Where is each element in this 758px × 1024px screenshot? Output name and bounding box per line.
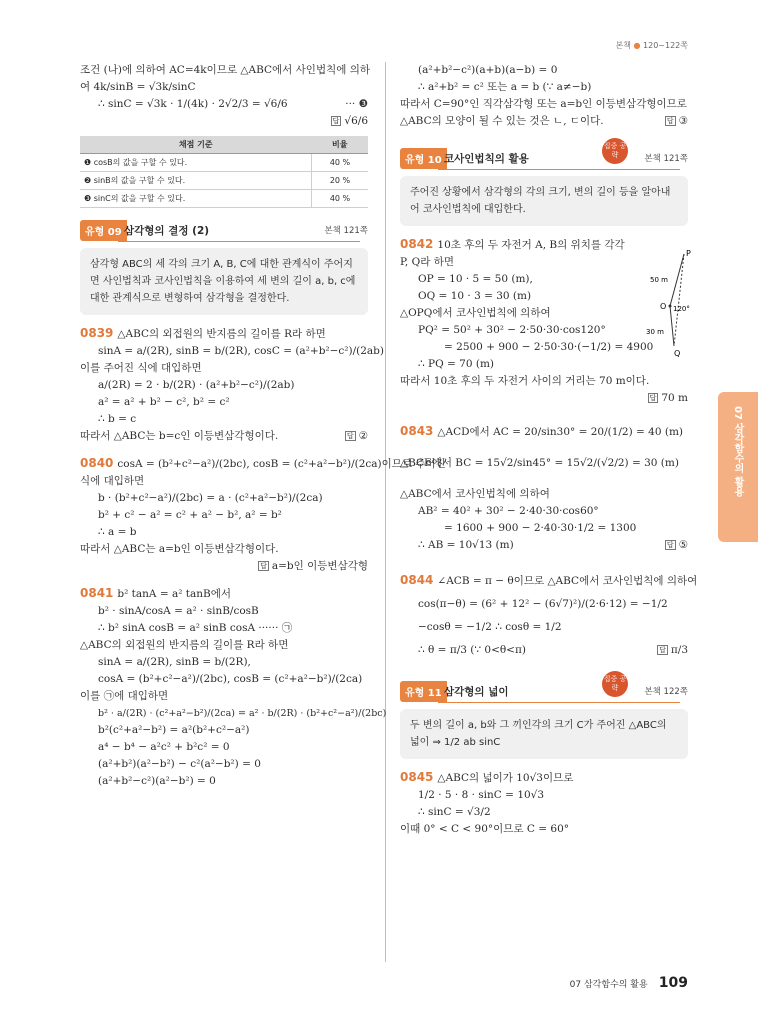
intro-answer	[80, 113, 368, 130]
solution-line: ∴ a²+b² = c² 또는 a = b (∵ a≠−b)	[418, 81, 592, 93]
answer	[665, 113, 688, 130]
page-footer	[570, 972, 688, 991]
table-row	[80, 172, 368, 190]
solution-line: = 2500 + 900 − 2·50·30·(−1/2) = 4900	[444, 341, 654, 353]
solution-line: ∴ θ = π/3 (∵ 0<θ<π)	[418, 644, 526, 656]
solution-line: 따라서 10초 후의 두 자전거 사이의 거리는 70 m이다.	[400, 375, 650, 387]
answer	[345, 428, 368, 445]
solution-line: △BCE에서 BC = 15√2/sin45° = 15√2/(√2/2) = 30 (m)	[400, 457, 679, 469]
intro-line-2: 여 4k/sinB = √3k/sinC	[80, 81, 196, 93]
page-range: 120~122쪽	[643, 41, 688, 50]
answer-value: ⑤	[678, 539, 688, 551]
focus-badge: 집중 공략	[602, 671, 628, 697]
label-q: Q	[674, 349, 681, 358]
table-header-criteria: 채점 기준	[80, 136, 312, 154]
concept-box: 삼각형 ABC의 세 각의 크기 A, B, C에 대한 관계식이 주어지면 사인법칙과 코사인법칙을 이용하여 세 변의 길이 a, b, c에 대한 관계식으로 변형하여 삼각형을 결정한다.	[80, 248, 368, 315]
chapter-tab-label: 07 삼각함수의 활용	[732, 406, 743, 497]
bullet-icon: ●	[633, 41, 641, 50]
answer-icon: 답	[666, 117, 674, 125]
answer-value: ③	[678, 115, 688, 127]
solution-line: △OPQ에서 코사인법칙에 의하여	[400, 307, 551, 319]
solution-line: △ABC에서 코사인법칙에 의하여	[400, 488, 550, 500]
solution-line: 이를 주어진 식에 대입하면	[80, 362, 202, 374]
problem-number: 0845	[400, 770, 434, 784]
answer-icon: 답	[649, 394, 657, 402]
page-number: 109	[658, 975, 688, 991]
page-header	[615, 40, 688, 51]
label-o: O	[660, 302, 667, 311]
section-tag: 유형 11	[400, 681, 447, 702]
solution-line: △ABC의 외접원의 반지름의 길이를 R라 하면	[117, 328, 326, 340]
section-ref: 본책 122쪽	[644, 687, 688, 697]
section-header-10	[400, 142, 688, 170]
solution-line: ∴ sinC = √3/2	[418, 806, 491, 818]
solution-line: ∴ a = b	[98, 526, 137, 538]
table-cell: 40 %	[312, 190, 369, 208]
solution-line: b² tanA = a² tanB에서	[117, 588, 232, 600]
solution-line: ∴ AB = 10√13 (m)	[418, 539, 514, 551]
solution-line: ∴ b = c	[98, 413, 137, 425]
solution-line: b² · a/(2R) · (c²+a²−b²)/(2ca) = a² · b/(2R) · (b²+c²−a²)/(2bc)	[98, 708, 387, 719]
solution-line: ∴ PQ = 70 (m)	[418, 358, 495, 370]
segment-pq	[674, 254, 684, 346]
intro-answer-value: √6/6	[344, 115, 368, 127]
solution-line: cos(π−θ) = (6² + 12² − (6√7)²)/(2·6·12) = −1/2	[418, 598, 668, 610]
solution-line: cosA = (b²+c²−a²)/(2bc), cosB = (c²+a²−b²)/(2ca)	[98, 673, 363, 685]
section-title: 코사인법칙의 활용	[438, 148, 680, 170]
solution-line: cosA = (b²+c²−a²)/(2bc), cosB = (c²+a²−b²)/(2ca)이므로 주어진	[117, 458, 446, 470]
problem-number: 0844	[400, 573, 434, 587]
answer	[657, 642, 688, 659]
intro-line-3	[80, 96, 368, 113]
label-p: P	[686, 249, 691, 258]
label-oq: 30 m	[646, 328, 664, 336]
solution-line: ∠ACB = π − θ이므로 △ABC에서 코사인법칙에 의하여	[437, 575, 698, 587]
answer-icon: 답	[346, 432, 354, 440]
intro-equation: ∴ sinC = √3k · 1/(4k) · 2√2/3 = √6/6	[98, 98, 288, 110]
solution-line: = 1600 + 900 − 2·40·30·1/2 = 1300	[444, 522, 637, 534]
section-tag: 유형 09	[80, 220, 127, 241]
answer-icon: 답	[666, 541, 674, 549]
table-cell: 20 %	[312, 172, 369, 190]
section-ref: 본책 121쪽	[324, 226, 368, 236]
solution-line: (a²+b²)(a²−b²) − c²(a²−b²) = 0	[98, 758, 261, 770]
solution-line: △ABC의 넓이가 10√3이므로	[437, 772, 574, 784]
problem-0843	[400, 423, 688, 554]
solution-line: △ABC의 모양이 될 수 있는 것은 ㄴ, ㄷ이다.	[400, 115, 604, 127]
answer-value: 70 m	[661, 392, 688, 404]
solution-line: b · (b²+c²−a²)/(2bc) = a · (c²+a²−b²)/(2ca)	[98, 492, 323, 504]
solution-line: ∴ b² sinA cosB = a² sinB cosA ······ ㉠	[98, 622, 293, 634]
solution-line: −cosθ = −1/2 ∴ cosθ = 1/2	[418, 621, 562, 633]
problem-number: 0843	[400, 424, 434, 438]
table-cell: 40 %	[312, 154, 369, 172]
label-angle: 120°	[673, 305, 690, 313]
answer-value: ②	[358, 430, 368, 442]
solution-line: a² = a² + b² − c², b² = c²	[98, 396, 230, 408]
answer	[80, 558, 368, 575]
concept-box: 주어진 상황에서 삼각형의 각의 크기, 변의 길이 등을 알아내어 코사인법칙에 대입한다.	[400, 176, 688, 226]
solution-line: OP = 10 · 5 = 50 (m),	[418, 273, 533, 285]
concept-box: 두 변의 길이 a, b와 그 끼인각의 크기 C가 주어진 △ABC의 넓이 ⇒ 1/2 ab sinC	[400, 709, 688, 759]
solution-line: b² + c² − a² = c² + a² − b², a² = b²	[98, 509, 282, 521]
table-row	[80, 190, 368, 208]
problem-number: 0839	[80, 326, 114, 340]
solution-line: 식에 대입하면	[80, 475, 145, 487]
segment-op	[670, 254, 684, 306]
solution-line: sinA = a/(2R), sinB = b/(2R),	[98, 656, 251, 668]
scoring-table	[80, 136, 368, 208]
solution-line: 이때 0° < C < 90°이므로 C = 60°	[400, 823, 570, 835]
table-cell: ❷ sinB의 값을 구할 수 있다.	[80, 172, 312, 190]
problem-number: 0840	[80, 456, 114, 470]
section-header-11	[400, 675, 688, 703]
point-o	[669, 305, 672, 308]
problem-0841	[80, 585, 387, 790]
solution-line: 따라서 C=90°인 직각삼각형 또는 a=b인 이등변삼각형이므로	[400, 98, 687, 110]
focus-badge: 집중 공략	[602, 138, 628, 164]
answer-value: a=b인 이등변삼각형	[271, 560, 368, 572]
section-ref: 본책 121쪽	[644, 154, 688, 164]
solution-line: 이를 ㉠에 대입하면	[80, 690, 169, 702]
solution-line: AB² = 40² + 30² − 2·40·30·cos60°	[418, 505, 599, 517]
table-header-ratio: 비율	[312, 136, 369, 154]
answer-icon: 답	[260, 562, 267, 570]
solution-line: a⁴ − b⁴ − a²c² + b²c² = 0	[98, 741, 230, 753]
section-title: 삼각형의 넓이	[438, 681, 680, 703]
column-divider	[385, 62, 386, 962]
solution-line: 1/2 · 5 · 8 · sinC = 10√3	[418, 789, 545, 801]
table-row	[80, 154, 368, 172]
solution-line: △ACD에서 AC = 20/sin30° = 20/(1/2) = 40 (m)	[437, 426, 684, 438]
solution-line: 따라서 △ABC는 b=c인 이등변삼각형이다.	[80, 430, 279, 442]
section-title: 삼각형의 결정 (2)	[118, 220, 360, 242]
solution-line: △ABC의 외접원의 반지름의 길이를 R라 하면	[80, 639, 289, 651]
chapter-side-tab	[718, 392, 758, 542]
solution-line: (a²+b²−c²)(a+b)(a−b) = 0	[418, 64, 558, 76]
solution-line: 10초 후의 두 자전거 A, B의 위치를 각각	[437, 239, 625, 251]
section-tag: 유형 10	[400, 148, 447, 169]
solution-line: PQ² = 50² + 30² − 2·50·30·cos120°	[418, 324, 606, 336]
problem-number: 0842	[400, 237, 434, 251]
solution-line: 따라서 △ABC는 a=b인 이등변삼각형이다.	[80, 543, 279, 555]
answer	[665, 537, 688, 554]
solution-line: OQ = 10 · 3 = 30 (m)	[418, 290, 532, 302]
right-column	[400, 62, 698, 838]
solution-line: sinA = a/(2R), sinB = b/(2R), cosC = (a²+b²−c²)/(2ab)	[98, 345, 384, 357]
solution-line: (a²+b²−c²)(a²−b²) = 0	[98, 775, 216, 787]
problem-0839	[80, 325, 384, 445]
problem-0840	[80, 455, 446, 575]
label-op: 50 m	[650, 276, 668, 284]
intro-line-1: 조건 (나)에 의하여 AC=4k이므로 △ABC에서 사인법칙에 의하	[80, 64, 370, 76]
solution-line: b² · sinA/cosA = a² · sinB/cosB	[98, 605, 259, 617]
problem-0844	[400, 572, 698, 659]
answer-value: π/3	[670, 644, 688, 656]
triangle-figure	[640, 248, 700, 358]
table-cell: ❸ sinC의 값을 구할 수 있다.	[80, 190, 312, 208]
answer-icon: 답	[332, 117, 340, 125]
answer-icon: 답	[659, 646, 666, 654]
problem-0845	[400, 769, 688, 838]
solution-line: P, Q라 하면	[400, 256, 454, 268]
step-marker: ··· ❸	[345, 98, 368, 110]
solution-line: a/(2R) = 2 · b/(2R) · (a²+b²−c²)/(2ab)	[98, 379, 295, 391]
answer	[400, 390, 688, 407]
section-header-09	[80, 220, 368, 242]
solution-line: b²(c²+a²−b²) = a²(b²+c²−a²)	[98, 724, 250, 736]
book-label: 본책	[615, 41, 631, 50]
table-cell: ❶ cosB의 값을 구할 수 있다.	[80, 154, 312, 172]
problem-number: 0841	[80, 586, 114, 600]
footer-chapter: 07 삼각함수의 활용	[569, 980, 648, 990]
